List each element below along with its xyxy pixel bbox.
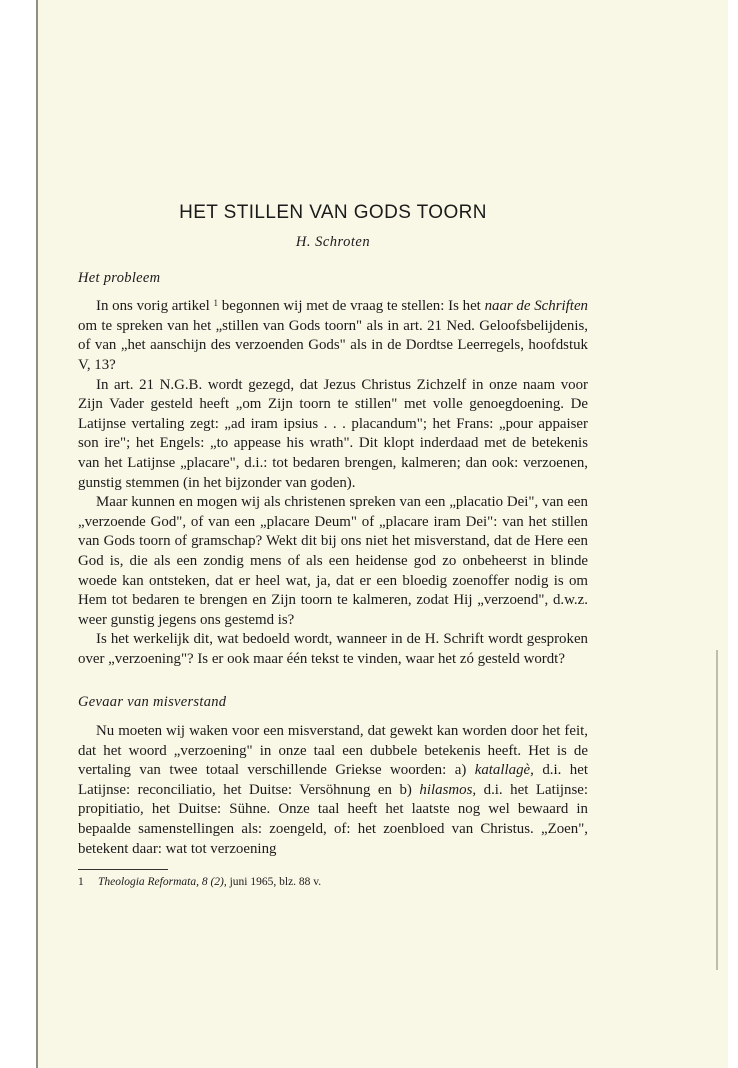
section-heading-misverstand: Gevaar van misverstand xyxy=(78,694,227,711)
page-sheet xyxy=(36,0,728,1068)
footnote: 1 Theologia Reformata, 8 (2), juni 1965, blz. 88 v. xyxy=(78,876,322,889)
paragraph-2: In art. 21 N.G.B. wordt gezegd, dat Jezus Christus Zichzelf in onze naam voor Zijn Vader gesteld heeft „om Zijn toorn te stillen" met volle genoegdoening. De Latijnse vertaling zegt: „ad iram ipsius . . . placandum"; het Frans: „pour appaiser son ire"; het Engels: „to appease his wrath". Dit klopt inderdaad met de betekenis van het Latijnse „placare", d.i.: tot bedaren brengen, kalmeren; dan ook: verzoenen, gunstig stemmen (in het bijzonder van goden). xyxy=(78,376,588,491)
footnote-divider xyxy=(78,869,168,870)
footnote-ref[interactable]: 1 xyxy=(213,298,219,309)
article-title: HET STILLEN VAN GODS TOORN xyxy=(179,202,487,223)
article xyxy=(78,200,588,890)
paragraph-3: Maar kunnen en mogen wij als christenen spreken van een „placatio Dei", van een „verzoende God", of van een „placare Deum" of „placare iram Dei": van het stillen van Gods toorn of gramschap? Wekt dit bij ons niet het misverstand, dat de Here een God is, die als een zondig mens of als een heidense god zo onbeheerst in blinde woede kan ontsteken, dat er heel wat, ja, dat er een bloedig zoenoffer nodig is om Hem tot bedaren te brengen en Zijn toorn te kalmeren, zodat Hij „verzoend", d.w.z. weer gunstig jegens ons gestemd is? xyxy=(78,494,588,628)
paragraph-5: Nu moeten wij waken voor een misverstand, dat gewekt kan worden door het feit, dat het woord „verzoening" in onze taal een dubbele betekenis heeft. Het is de vertaling van twee totaal verschillende Griekse woorden: a) katallagè, d.i. het Latijnse: reconciliatio, het Duitse: Versöhnung en b) hilasmos, d.i. het Latijnse: propitiatio, het Duitse: Sühne. Onze taal heeft het laatste nog wel bewaard in bepaalde samenstellingen als: zoengeld, of: het zoenbloed van Christus. „Zoen", betekent daar: wat tot verzoening xyxy=(78,723,588,857)
paragraph-4: Is het werkelijk dit, wat bedoeld wordt, wanneer in de H. Schrift wordt gesproken over „verzoening"? Is er ook maar één tekst te vinden, waar het zó gesteld wordt? xyxy=(78,631,588,667)
section-heading-probleem: Het probleem xyxy=(78,269,161,286)
paragraph-1: In ons vorig artikel $^1$ begonnen wij met de vraag te stellen: Is het naar de Schriften om te spreken van het „stillen van Gods toorn" als in art. 21 Ned. Geloofsbelijdenis, of van „het aanschijn des verzoenden Gods" als in de Dordtse Leerregels, hoofdstuk V, 13? xyxy=(78,298,588,373)
author-byline: H. Schroten xyxy=(295,234,371,250)
